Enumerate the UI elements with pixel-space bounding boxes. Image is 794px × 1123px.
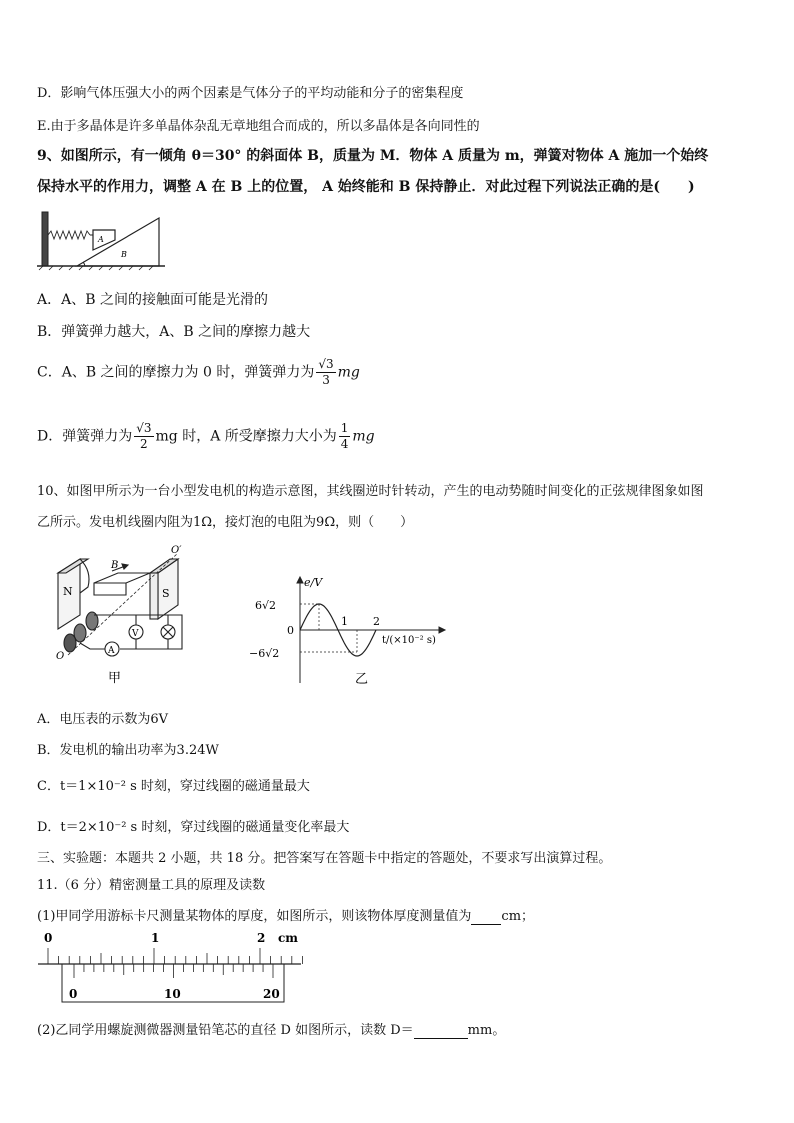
vernier-scale-label-0: 0 bbox=[69, 987, 78, 1001]
q11-part2-answer-blank bbox=[414, 1023, 468, 1039]
q9-stem-line1: 9、如图所示，有一倾角 θ＝30° 的斜面体 B，质量为 M．物体 A 质量为 m，弹簧对物体 A 施加一个始终 bbox=[37, 148, 709, 164]
q10-option-b: B．发电机的输出功率为3.24W bbox=[37, 743, 219, 758]
q8-option-d: D．影响气体压强大小的两个因素是气体分子的平均动能和分子的密集程度 bbox=[37, 86, 464, 101]
q10-fig1-label-n: N bbox=[63, 585, 73, 598]
q10-fig2-tick-1: 1 bbox=[341, 615, 348, 628]
q9-option-d-fraction-1: $\frac{√3}{2}$ bbox=[136, 421, 152, 451]
q10-generator-figure bbox=[50, 543, 200, 688]
q10-option-a: A．电压表的示数为6V bbox=[37, 712, 169, 727]
vernier-caliper-figure bbox=[36, 928, 306, 1008]
q11-part1-answer-blank bbox=[471, 909, 501, 925]
q10-fig2-ymin-label: −6√2 bbox=[249, 647, 280, 660]
q10-fig2-tick-2: 2 bbox=[373, 615, 380, 628]
vernier-scale-label-10: 10 bbox=[164, 987, 181, 1001]
q10-fig2-zero-label: 0 bbox=[287, 624, 294, 637]
q10-emf-graph bbox=[245, 573, 455, 688]
q10-fig1-label-b: B bbox=[111, 560, 119, 571]
q9-option-d: D．弹簧弹力为 $\frac{√3}{2}$ mg 时，A 所受摩擦力大小为 $\frac{1}{4}$ mg bbox=[37, 421, 375, 451]
q10-fig2-ymax-label: 6√2 bbox=[255, 599, 277, 612]
q8-option-e: E.由于多晶体是许多单晶体杂乱无章地组合而成的，所以多晶体是各向同性的 bbox=[37, 119, 480, 134]
q9-stem-line2: 保持水平的作用力，调整 A 在 B 上的位置， A 始终能和 B 保持静止．对此过程下列说法正确的是( ) bbox=[37, 179, 695, 195]
vernier-main-label-0: 0 bbox=[44, 931, 53, 945]
q10-option-c: C．t＝1×10⁻² s 时刻，穿过线圈的磁通量最大 bbox=[37, 779, 310, 794]
vernier-main-label-2: 2 bbox=[257, 931, 266, 945]
q10-stem-line2: 乙所示。发电机线圈内阻为1Ω，接灯泡的电阻为9Ω，则（ ） bbox=[37, 515, 414, 530]
q10-stem-line1: 10、如图甲所示为一台小型发电机的构造示意图，其线圈逆时针转动，产生的电动势随时间变化的正弦规律图象如图 bbox=[37, 484, 704, 499]
q10-fig1-label-s: S bbox=[162, 587, 170, 600]
q9-option-c: C．A、B 之间的摩擦力为 0 时，弹簧弹力为 $\frac{√3}{3}$ mg bbox=[37, 357, 360, 387]
q11-part2: (2)乙同学用螺旋测微器测量铅笔芯的直径 D 如图所示，读数 D＝ mm。 bbox=[37, 1023, 506, 1038]
vernier-unit-label: cm bbox=[278, 931, 299, 945]
q9-option-b: B．弹簧弹力越大，A、B 之间的摩擦力越大 bbox=[37, 324, 311, 340]
q11-title: 11.（6 分）精密测量工具的原理及读数 bbox=[37, 878, 266, 893]
q10-fig2-ylabel: e/V bbox=[304, 576, 323, 589]
q9-figure-label-a: A bbox=[98, 235, 104, 244]
vernier-main-label-1: 1 bbox=[151, 931, 160, 945]
q10-fig1-voltmeter-label: V bbox=[132, 629, 139, 639]
q10-fig1-label-o-prime: O′ bbox=[171, 545, 182, 556]
q9-figure-label-b: B bbox=[121, 250, 127, 259]
vernier-scale-label-20: 20 bbox=[263, 987, 280, 1001]
q9-option-a: A．A、B 之间的接触面可能是光滑的 bbox=[37, 292, 268, 308]
q10-fig1-ammeter-label: A bbox=[108, 646, 115, 656]
q9-incline-figure bbox=[37, 208, 167, 272]
q10-fig1-caption: 甲 bbox=[108, 671, 122, 686]
q11-part1: (1)甲同学用游标卡尺测量某物体的厚度，如图所示，则该物体厚度测量值为 cm； bbox=[37, 909, 535, 924]
q9-option-c-fraction: $\frac{√3}{3}$ bbox=[318, 357, 334, 387]
q10-fig2-caption: 乙 bbox=[355, 672, 369, 687]
q10-option-d: D．t＝2×10⁻² s 时刻，穿过线圈的磁通量变化率最大 bbox=[37, 820, 350, 835]
q9-option-d-fraction-2: $\frac{1}{4}$ bbox=[340, 421, 349, 451]
q10-fig1-label-o: O bbox=[56, 651, 65, 662]
q10-fig2-xlabel: t/(×10⁻² s) bbox=[382, 635, 436, 646]
section-3-heading: 三、实验题：本题共 2 小题，共 18 分。把答案写在答题卡中指定的答题处，不要求写出演算过程。 bbox=[37, 851, 612, 866]
